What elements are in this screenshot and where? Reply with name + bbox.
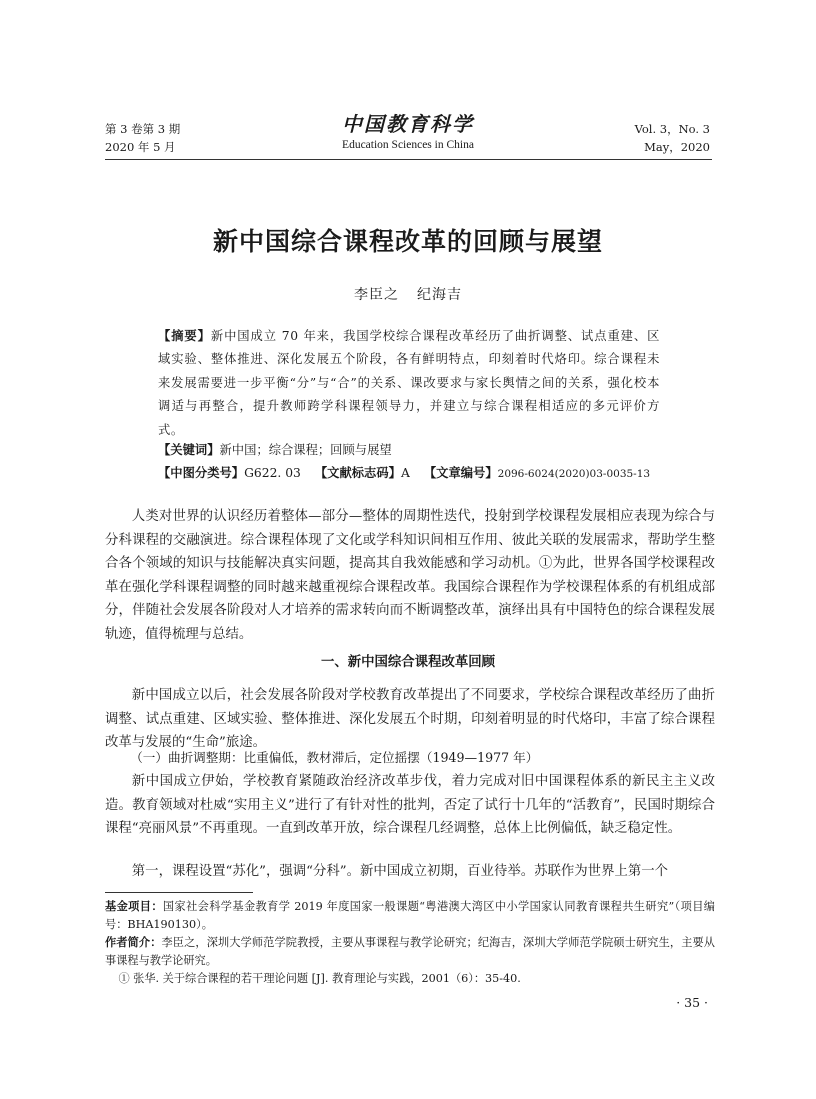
author-note-label: 作者简介： — [105, 936, 162, 949]
author-note — [105, 934, 715, 969]
footnote-rule — [105, 892, 253, 893]
issue-date-en: May，2020 — [644, 140, 710, 154]
header-rule — [105, 159, 712, 160]
doc-code-value: A — [400, 466, 410, 480]
clc-label: 【中图分类号】 — [158, 466, 245, 480]
article-no-label: 【文章编号】 — [423, 466, 498, 480]
author-note-text: 李臣之，深圳大学师范学院教授，主要从事课程与教学论研究；纪海吉，深圳大学师范学院硕士研究生，主要从事课程与教学论研究。 — [105, 936, 715, 967]
abstract — [158, 325, 660, 442]
subsection-paragraph — [105, 770, 715, 841]
paragraph: 第一，课程设置“苏化”，强调“分科”。新中国成立初期，百业待举。苏联作为世界上第一个 — [131, 864, 669, 879]
section-paragraph — [105, 684, 715, 755]
paragraph: 新中国成立以后，社会发展各阶段对学校教育改革提出了不同要求，学校综合课程改革经历了曲折调整、试点重建、区域实验、整体推进、深化发展五个时期，印刻着明显的时代烙印，丰富了综合课程改革与发展的“生命”旅途。 — [105, 688, 715, 750]
fund-label: 基金项目： — [105, 900, 163, 913]
fund-text: 国家社会科学基金教育学 2019 年度国家一般课题“粤港澳大湾区中小学国家认同教育课程共生研究”（项目编号：BHA190130）。 — [105, 900, 715, 931]
author-name: 纪海吉 — [417, 287, 462, 303]
keywords-label: 【关键词】 — [158, 443, 220, 457]
keywords — [158, 439, 678, 462]
article-title: 新中国综合课程改革的回顾与展望 — [212, 227, 603, 256]
reference-footnote: ① 张华. 关于综合课程的若干理论问题 [J]. 教育理论与实践，2001（6）：35-40. — [118, 972, 521, 985]
page-number: · 35 · — [676, 995, 708, 1010]
journal-name-en: Education Sciences in China — [342, 139, 474, 151]
intro-paragraph — [105, 505, 715, 646]
author-list — [0, 284, 816, 304]
fund-note — [105, 898, 715, 933]
section-heading: 一、新中国综合课程改革回顾 — [320, 655, 496, 670]
continued-paragraph — [105, 860, 715, 884]
abstract-text: 新中国成立 70 年来，我国学校综合课程改革经历了曲折调整、试点重建、区域实验、整体推进、深化发展五个阶段，各有鲜明特点，印刻着时代烙印。综合课程未来发展需要进一步平衡“分”与“合”的关系、课改要求与家长舆情之间的关系，强化校本调适与再整合，提升教师跨学科课程领导力，并建立与综合课程相适应的多元评价方式。 — [158, 329, 660, 437]
author-name: 李臣之 — [354, 287, 399, 303]
subsection-heading: （一）曲折调整期：比重偏低，教材滞后，定位摇摆（1949—1977 年） — [130, 750, 539, 765]
paragraph: 人类对世界的认识经历着整体—部分—整体的周期性迭代，投射到学校课程发展相应表现为综合与分科课程的交融演进。综合课程体现了文化或学科知识间相互作用、彼此关联的发展需求，帮助学生整合各个领域的知识与技能解决真实问题，提高其自我效能感和学习动机。①为此，世界各国学校课程改革在强化学科课程调整的同时越来越重视综合课程改革。我国综合课程作为学校课程体系的有机组成部分，伴随社会发展各阶段对人才培养的需求转向而不断调整改革，演绎出具有中国特色的综合课程发展轨迹，值得梳理与总结。 — [105, 509, 715, 642]
volume-issue-en: Vol. 3，No. 3 — [634, 122, 710, 136]
journal-volume-info-en — [635, 120, 710, 156]
abstract-label: 【摘要】 — [158, 329, 211, 343]
doc-code-label: 【文献标志码】 — [314, 466, 401, 480]
paragraph: 新中国成立伊始，学校教育紧随政治经济改革步伐，着力完成对旧中国课程体系的新民主主义改造。教育领域对杜威“实用主义”进行了有针对性的批判，否定了试行十几年的“活教育”，民国时期综合课程“亮丽风景”不再重现。一直到改革开放，综合课程几经调整，总体上比例偏低，缺乏稳定性。 — [105, 774, 715, 836]
issue-date: 2020 年 5 月 — [105, 140, 176, 154]
article-no-value: 2096-6024(2020)03-0035-13 — [497, 468, 651, 480]
clc-value: G622. 03 — [244, 466, 301, 480]
keywords-text: 新中国；综合课程；回顾与展望 — [219, 443, 392, 457]
classification-line — [158, 462, 698, 486]
journal-name-cn: 中国教育科学 — [342, 112, 474, 136]
volume-issue: 第 3 卷第 3 期 — [105, 122, 181, 136]
